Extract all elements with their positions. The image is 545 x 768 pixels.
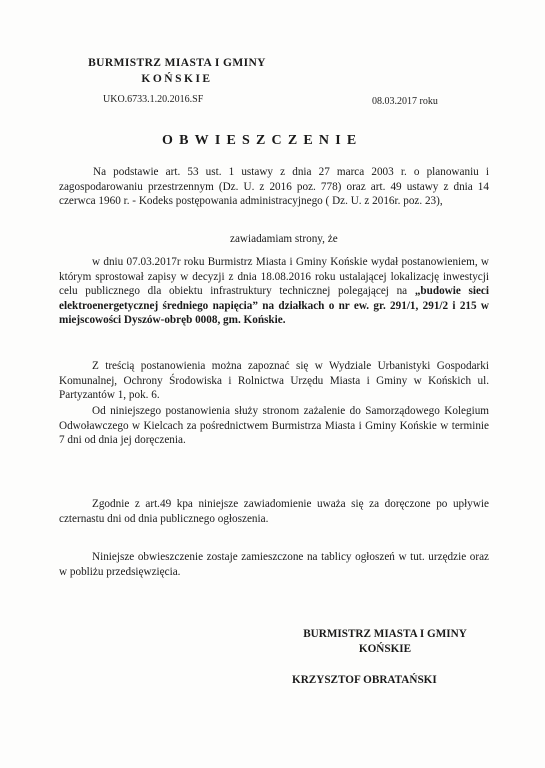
reference-number: UKO.6733.1.20.2016.SF (103, 94, 204, 105)
signature-org-name: BURMISTRZ MIASTA I GMINY (303, 628, 467, 640)
document-date: 08.03.2017 roku (372, 96, 438, 107)
issuer-name: BURMISTRZ MIASTA I GMINY (88, 57, 266, 69)
legal-basis-paragraph: Na podstawie art. 53 ust. 1 ustawy z dnia 27 marca 2003 r. o planowaniu i zagospodarowaniu przestrzennym (Dz. U. z 2016 poz. 778) oraz art. 49 ustawy z dnia 14 czerwca 1960 r. - Kodeks postępowania administracyjnego ( Dz. U. z 2016r. poz. 23), (59, 166, 489, 207)
investment-description: „budowie sieci elektroenergetycznej średniego napięcia” na działkach o nr ew. gr. 291/1, 291/2 i 215 w miejscowości Dyszów-obręb 0008, gm. Końskie. (59, 285, 489, 326)
issuer-header (72, 55, 282, 87)
decision-text: w dniu 07.03.2017r roku Burmistrz Miasta i Gminy Końskie wydał postanowieniem, w którym sprostował zapisy w decyzji z dnia 18.08.2016 roku ustalającej lokalizację inwestycji celu publicznego dla obiektu infrastruktury technicznej polegającej na (59, 256, 489, 297)
notification-line: zawiadamiam strony, że (230, 233, 338, 245)
issuer-city: KOŃSKIE (141, 73, 213, 85)
signatory-name: KRZYSZTOF OBRATAŃSKI (292, 674, 437, 686)
signature-block (280, 627, 490, 657)
inspection-paragraph: Z treścią postanowienia można zapoznać się w Wydziale Urbanistyki Gospodarki Komunalnej, Ochrony Środowiska i Rolnictwa Urzędu Miasta i Gminy w Końskich ul. Partyzantów 1, pok. 6. (59, 360, 489, 401)
delivery-paragraph: Zgodnie z art.49 kpa niniejsze zawiadomienie uważa się za doręczone po upływie czternastu dni od dnia publicznego ogłoszenia. (59, 498, 489, 525)
publication-paragraph: Niniejsze obwieszczenie zostaje zamieszczone na tablicy ogłoszeń w tut. urzędzie oraz w pobliżu przedsięwzięcia. (59, 551, 489, 578)
document-title: OBWIESZCZENIE (162, 133, 363, 148)
appeal-paragraph: Od niniejszego postanowienia służy stronom zażalenie do Samorządowego Kolegium Odwoławczego w Kielcach za pośrednictwem Burmistrza Miasta i Gminy Końskie w terminie 7 dni od dnia jej doręczenia. (59, 405, 489, 446)
signature-org-city: KOŃSKIE (358, 643, 412, 655)
decision-paragraph (59, 255, 489, 328)
